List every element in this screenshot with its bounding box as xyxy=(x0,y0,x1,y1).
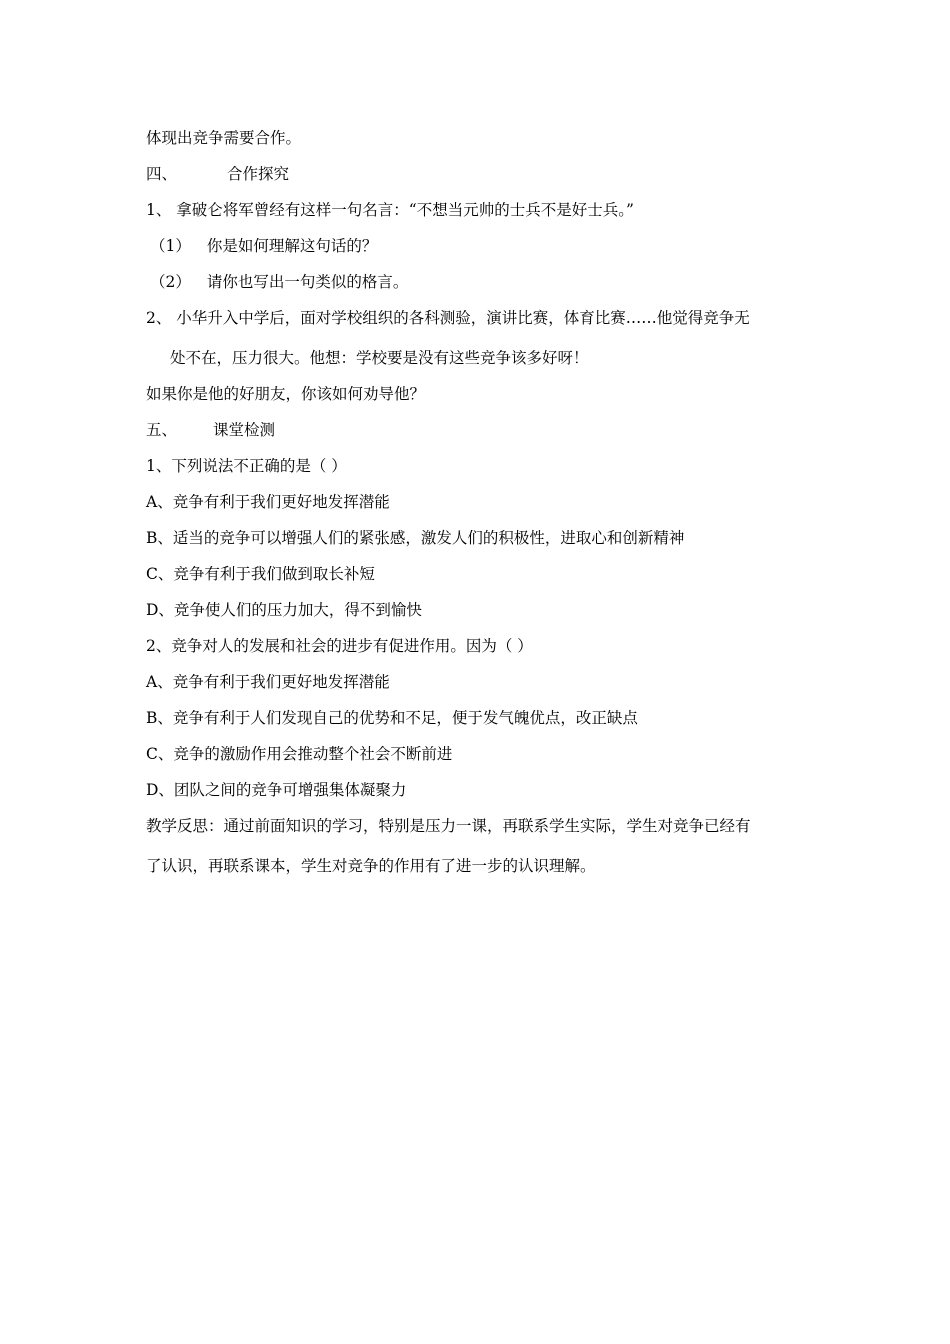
section-number: 五、 xyxy=(146,421,178,439)
option-a: A、竞争有利于我们更好地发挥潜能 xyxy=(146,493,390,511)
reflection-line-1: 教学反思：通过前面知识的学习，特别是压力一课，再联系学生实际，学生对竞争已经有 xyxy=(146,817,751,835)
sub-question-1 xyxy=(150,236,377,256)
option-a: A、竞争有利于我们更好地发挥潜能 xyxy=(146,673,390,691)
reflection-line-2: 了认识，再联系课本，学生对竞争的作用有了进一步的认识理解。 xyxy=(146,857,596,875)
option-c: C、竞争有利于我们做到取长补短 xyxy=(146,565,375,583)
test-question-2: 2、竞争对人的发展和社会的进步有促进作用。因为（ ） xyxy=(146,637,533,655)
sub-question-number: （2） xyxy=(150,273,191,291)
section-heading-5 xyxy=(146,420,275,440)
option-b: B、适当的竞争可以增强人们的紧张感，激发人们的积极性，进取心和创新精神 xyxy=(146,529,685,547)
sub-question-text: 请你也写出一句类似的格言。 xyxy=(206,273,409,291)
question-2-line-3: 如果你是他的好朋友，你该如何劝导他？ xyxy=(146,385,426,403)
text-line: 体现出竞争需要合作。 xyxy=(146,129,302,147)
question-2-line-1: 2、 小华升入中学后，面对学校组织的各科测验，演讲比赛，体育比赛……他觉得竞争无 xyxy=(146,309,750,327)
section-number: 四、 xyxy=(146,165,178,183)
section-title: 课堂检测 xyxy=(213,421,276,439)
question-1: 1、 拿破仑将军曾经有这样一句名言：“不想当元帅的士兵不是好士兵。” xyxy=(146,201,634,219)
option-d: D、团队之间的竞争可增强集体凝聚力 xyxy=(146,781,407,799)
section-heading-4 xyxy=(146,164,289,184)
sub-question-number: （1） xyxy=(150,237,191,255)
section-title: 合作探究 xyxy=(227,165,290,183)
option-d: D、竞争使人们的压力加大，得不到愉快 xyxy=(146,601,422,619)
option-c: C、竞争的激励作用会推动整个社会不断前进 xyxy=(146,745,453,763)
option-b: B、竞争有利于人们发现自己的优势和不足，便于发气魄优点，改正缺点 xyxy=(146,709,638,727)
sub-question-2 xyxy=(150,272,408,292)
sub-question-text: 你是如何理解这句话的？ xyxy=(206,237,378,255)
test-question-1: 1、下列说法不正确的是（ ） xyxy=(146,457,347,475)
question-2-line-2: 处不在，压力很大。他想：学校要是没有这些竞争该多好呀！ xyxy=(170,349,589,367)
